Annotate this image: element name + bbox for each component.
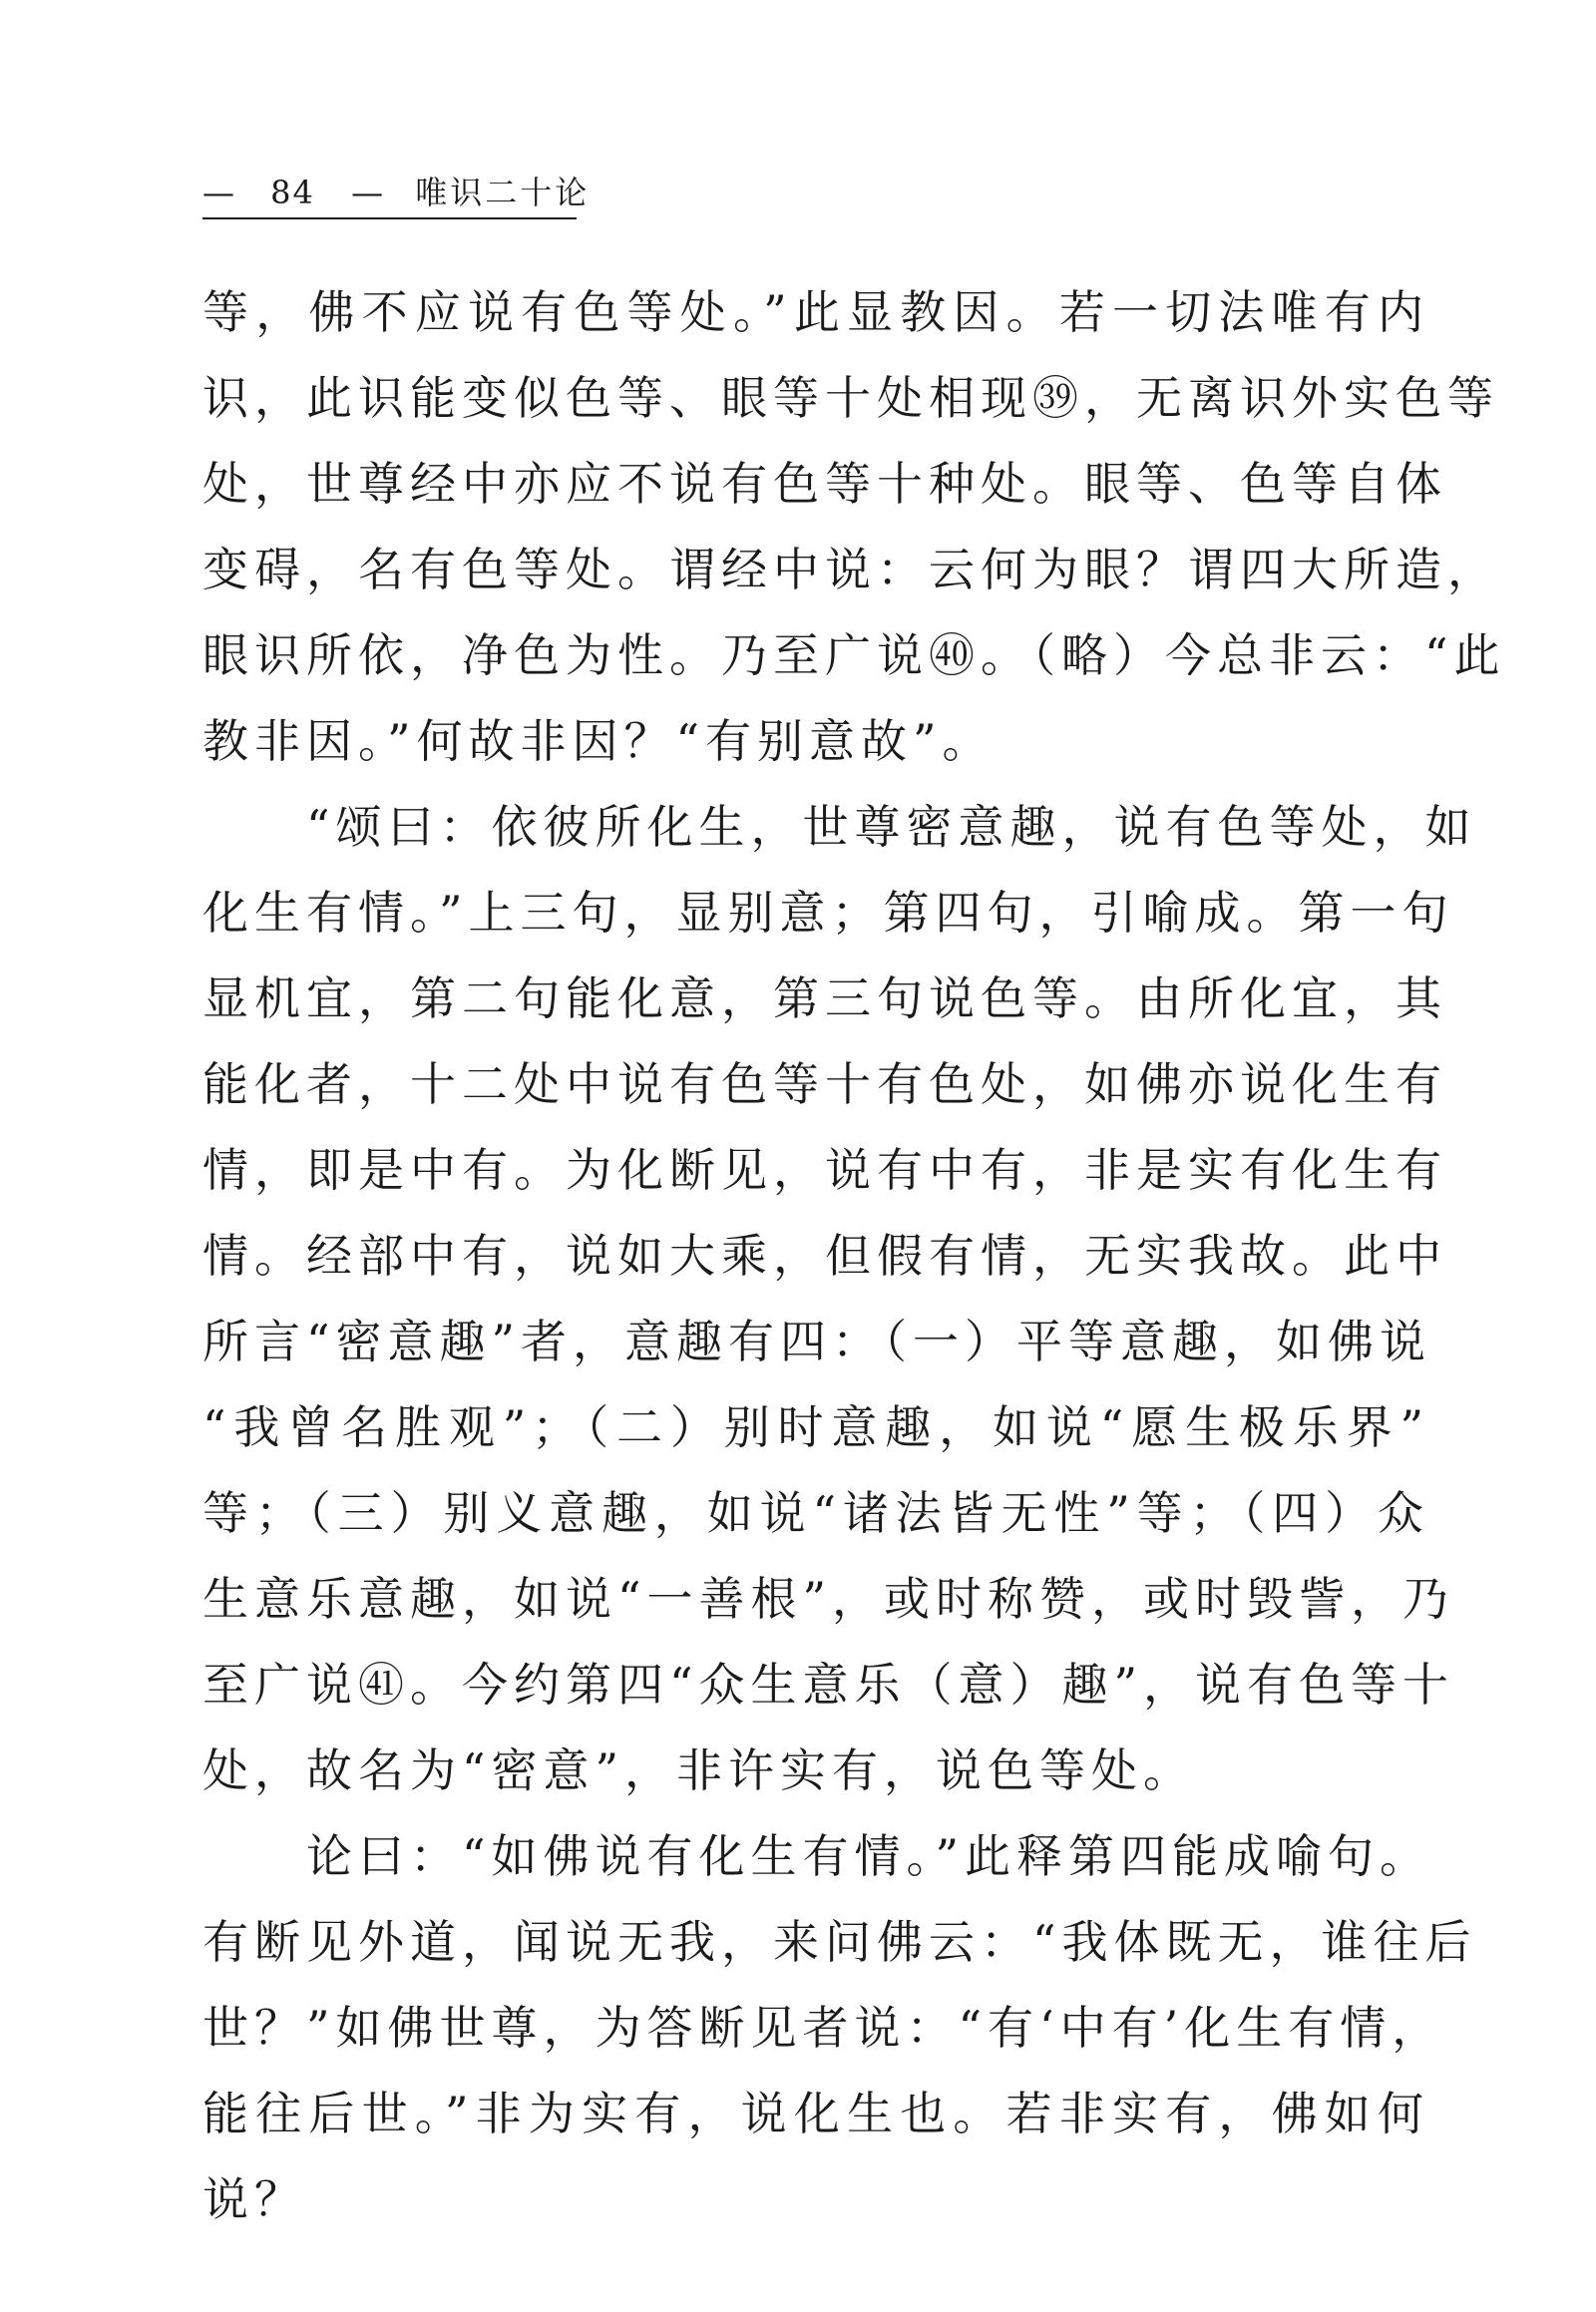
text-line: 显机宜，第二句能化意，第三句说色等。由所化宜，其 (202, 971, 1447, 1025)
page-header (202, 172, 591, 219)
text-line: 至广说㊶。今约第四“众生意乐（意）趣”，说有色等十 (202, 1658, 1455, 1712)
text-line: 说？ (202, 2172, 306, 2226)
text-line: 处，世尊经中亦应不说有色等十种处。眼等、色等自体 (202, 457, 1447, 511)
text-line: 有断见外道，闻说无我，来问佛云：“我体既无，谁往后 (202, 1915, 1477, 1969)
paragraph (202, 784, 1477, 1813)
text-line: 等，佛不应说有色等处。”此显教因。若一切法唯有内 (202, 285, 1429, 339)
header-dash-right: — (351, 174, 384, 211)
text-line: 处，故名为“密意”，非许实有，说色等处。 (202, 1743, 1196, 1797)
text-line: 世？”如佛世尊，为答断见者说：“有‘中有’化生有情， (202, 2001, 1444, 2055)
header-dash-left: — (202, 174, 234, 211)
page-number: 84 (270, 174, 315, 211)
text-line: 能化者，十二处中说有色等十有色处，如佛亦说化生有 (202, 1057, 1447, 1111)
running-title: 唯识二十论 (415, 174, 591, 211)
paragraph (202, 269, 1506, 784)
text-line: 眼识所依，净色为性。乃至广说㊵。（略）今总非云：“此 (202, 628, 1506, 682)
text-line: 情，即是中有。为化断见，说有中有，非是实有化生有 (202, 1143, 1447, 1197)
body-text (202, 269, 1506, 2242)
text-line: “我曾名胜观”；（二）别时意趣，如说“愿生极乐界” (202, 1400, 1429, 1454)
text-line: 教非因。”何故非因？“有别意故”。 (202, 714, 995, 768)
text-line: 化生有情。”上三句，显别意；第四句，引喻成。第一句 (202, 886, 1454, 940)
text-line: “颂曰：依彼所化生，世尊密意趣，说有色等处，如 (306, 800, 1477, 854)
text-line: 所言“密意趣”者，意趣有四：（一）平等意趣，如佛说 (202, 1315, 1432, 1368)
text-line: 生意乐意趣，如说“一善根”，或时称赞，或时毁訾，乃 (202, 1572, 1455, 1626)
text-line: 等；（三）别义意趣，如说“诸法皆无性”等；（四）众 (202, 1486, 1429, 1540)
text-line: 情。经部中有，说如大乘，但假有情，无实我故。此中 (202, 1229, 1447, 1283)
text-line: 能往后世。”非为实有，说化生也。若非实有，佛如何 (202, 2087, 1429, 2140)
text-line: 论曰：“如佛说有化生有情。”此释第四能成喻句。 (306, 1829, 1432, 1883)
paragraph (202, 1813, 1477, 2242)
text-line: 变碍，名有色等处。谓经中说：云何为眼？谓四大所造， (202, 543, 1499, 596)
text-line: 识，此识能变似色等、眼等十处相现㊴，无离识外实色等 (202, 371, 1499, 425)
